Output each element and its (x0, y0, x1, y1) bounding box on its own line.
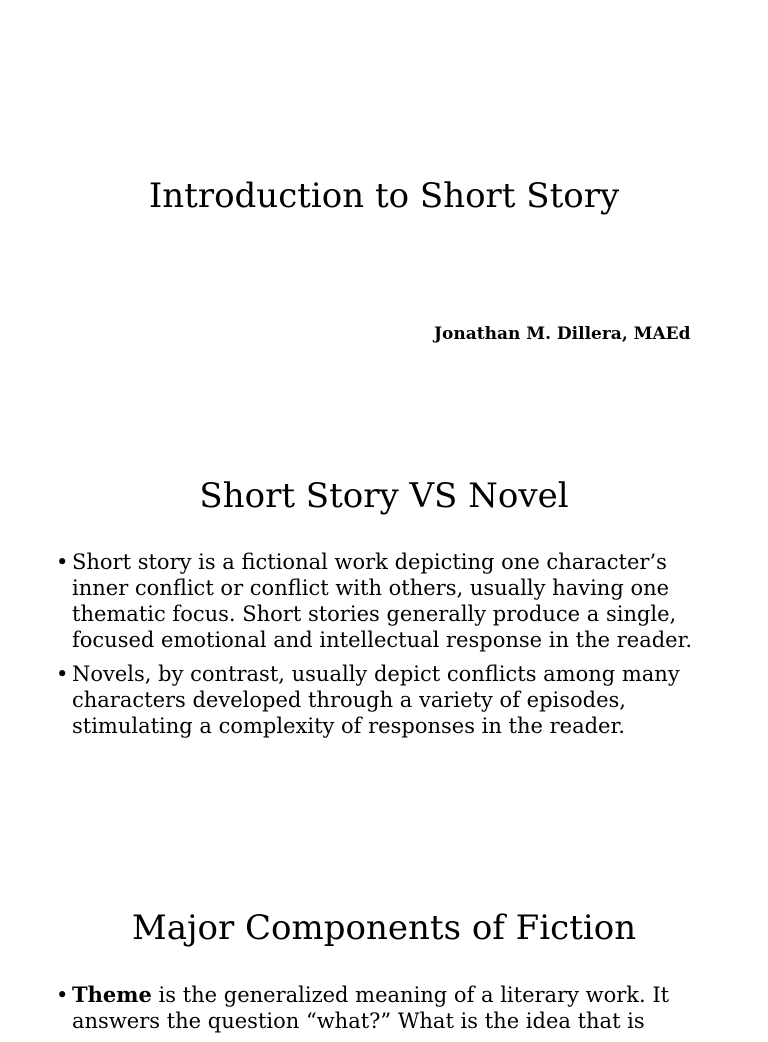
list-item (56, 982, 736, 1034)
bullet-icon: • (56, 662, 69, 686)
slide-title: Major Components of Fiction (131, 908, 637, 948)
bullet-icon: • (56, 983, 69, 1007)
text-line (72, 982, 736, 1008)
definition-text: is the generalized meaning of a literary work. It (151, 983, 670, 1007)
term-theme: Theme (72, 982, 152, 1007)
text-line: inner conflict or conflict with others, usually having one (72, 576, 670, 600)
author-name: Jonathan M. Dillera, MAEd (434, 324, 691, 344)
text-line: thematic focus. Short stories generally produce a single, (72, 602, 677, 626)
slide-title: Introduction to Short Story (148, 176, 620, 216)
bullet-list (56, 982, 736, 1042)
text-line: answers the question “what?” What is the idea that is (72, 1009, 645, 1033)
text-line: stimulating a complexity of responses in the reader. (72, 714, 625, 738)
text-line: Novels, by contrast, usually depict conflicts among many (72, 662, 680, 686)
text-line: focused emotional and intellectual response in the reader. (72, 628, 692, 652)
bullet-icon: • (56, 550, 69, 574)
text-line: characters developed through a variety of episodes, (72, 688, 626, 712)
text-line: Short story is a fictional work depicting one character’s (72, 550, 667, 574)
slide-title: Short Story VS Novel (199, 476, 569, 516)
